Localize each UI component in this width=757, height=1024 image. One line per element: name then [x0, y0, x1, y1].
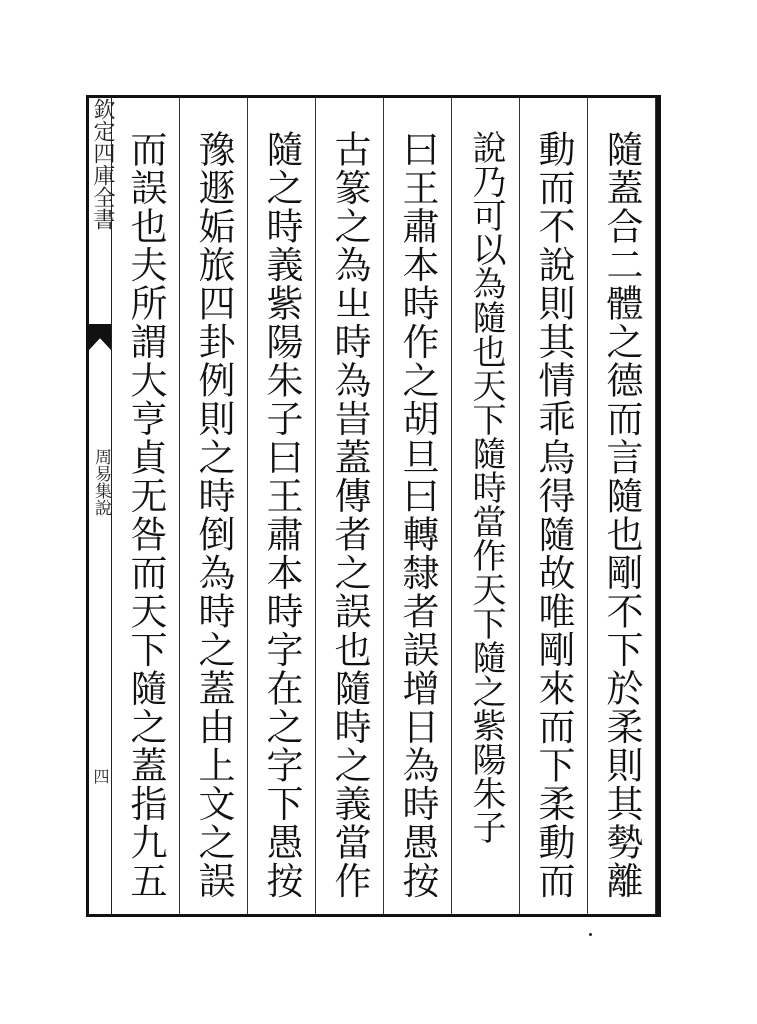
column-text: 豫遯姤旅四卦例則之時倒為時之蓋由上文之誤 — [192, 130, 235, 900]
text-column-3 — [453, 98, 520, 914]
margin-page-number: 四 — [91, 768, 110, 784]
text-column-2 — [521, 98, 588, 914]
column-text: 隨蓋合二體之德而言隨也剛不下於柔則其勢離 — [600, 130, 643, 900]
text-column-6 — [249, 98, 316, 914]
text-column-7 — [181, 98, 248, 914]
text-column-1 — [589, 98, 656, 914]
column-text: 說乃可以為隨也天下隨時當作天下隨之紫陽朱子 — [466, 130, 506, 844]
column-text: 古篆之為㞢時為旹蓋傳者之誤也隨時之義當作 — [328, 130, 371, 900]
column-text: 隨之時義紫陽朱子曰王肅本時字在之字下愚按 — [260, 130, 303, 900]
text-block — [111, 98, 656, 914]
column-text: 而誤也夫所謂大亨貞无咎而天下隨之蓋指九五 — [124, 130, 167, 900]
text-column-5 — [317, 98, 384, 914]
fishtail-mark-icon — [89, 324, 111, 350]
text-column-8 — [113, 98, 180, 914]
ink-speck — [589, 933, 592, 936]
margin-title: 欽定四庫全書 — [90, 98, 115, 230]
column-text: 曰王肅本時作之胡旦曰轉隸者誤增日為時愚按 — [396, 130, 439, 900]
fold-margin — [89, 98, 115, 914]
column-text: 動而不說則其情乖烏得隨故唯剛來而下柔動而 — [532, 130, 575, 900]
text-column-4 — [385, 98, 452, 914]
margin-book-title: 周易集說 — [91, 448, 111, 516]
